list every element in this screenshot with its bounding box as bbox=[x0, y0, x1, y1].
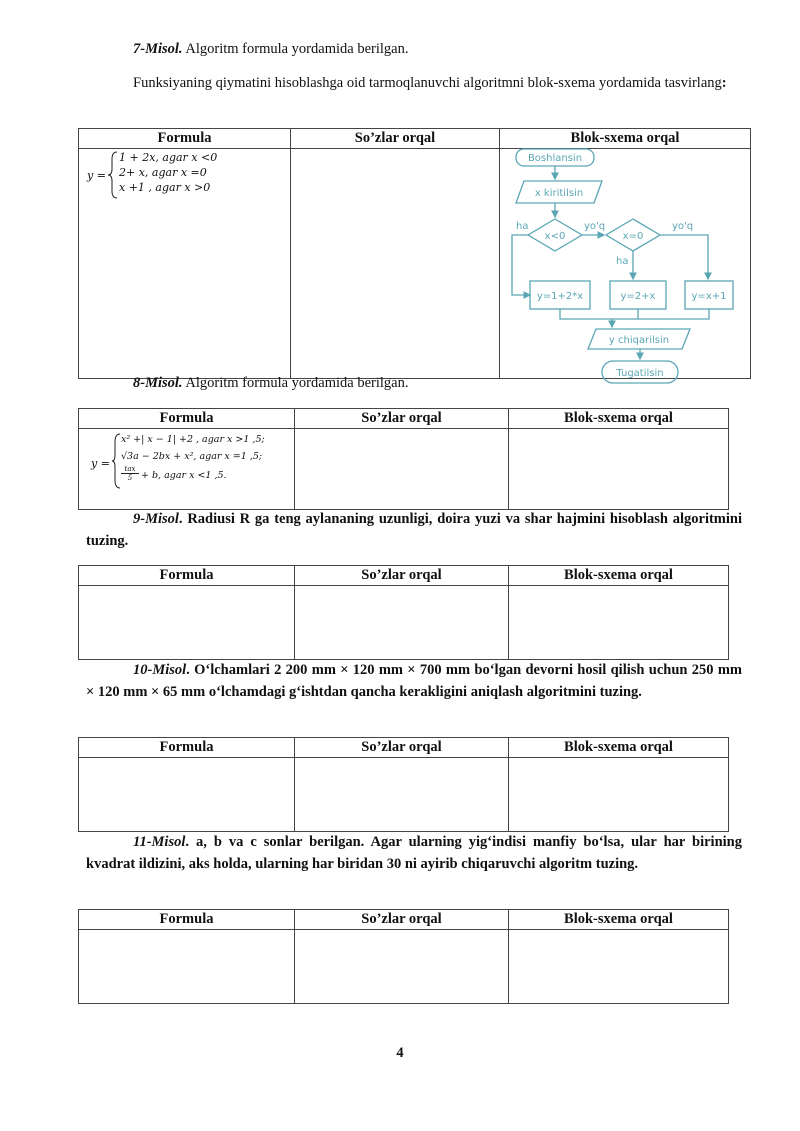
ex7-title: Algoritm formula yordamida berilgan. bbox=[182, 41, 409, 57]
ex11-number: 11-Misol bbox=[133, 834, 186, 850]
ex7-formula-line-1: 1 + 2x, agar x <0 bbox=[119, 151, 218, 164]
ex8-table bbox=[78, 408, 729, 510]
ex11-text bbox=[86, 831, 742, 875]
ex11-table bbox=[78, 909, 729, 1004]
ex7-col-flowchart: Blok-sxema orqal bbox=[500, 129, 751, 149]
ex7-words-cell bbox=[291, 149, 500, 379]
ex11-col-words: So’zlar orqal bbox=[295, 910, 509, 930]
ex7-number: 7-Misol. bbox=[133, 41, 183, 57]
ex8-number: 8-Misol. bbox=[133, 375, 183, 391]
ex9-body: . Radiusi R ga teng aylananing uzunligi, doira yuzi va shar hajmini hisoblash algoritmini tuzing. bbox=[86, 511, 742, 549]
ex10-col-flowchart: Blok-sxema orqal bbox=[509, 738, 729, 758]
ex8-frac-den: 5 bbox=[127, 474, 133, 482]
ex11-body: . a, b va c sonlar berilgan. Agar ularning yig‘indisi manfiy bo‘lsa, ular har birining kvadrat ildizini, aks holda, ularning har biridan 30 ni ayirib chiqaruvchi algoritm tuzing. bbox=[86, 834, 742, 872]
ex8-col-formula: Formula bbox=[79, 409, 295, 429]
ex10-table bbox=[78, 737, 729, 832]
ex10-number: 10-Misol bbox=[133, 662, 187, 678]
ex9-table bbox=[78, 565, 729, 660]
ex9-text bbox=[86, 508, 742, 552]
ex10-formula-cell bbox=[79, 758, 295, 832]
ex9-col-words: So’zlar orqal bbox=[295, 566, 509, 586]
flow-box1-label: y=1+2*x bbox=[536, 291, 584, 302]
ex7-task-colon: : bbox=[721, 75, 727, 91]
ex7-table bbox=[78, 128, 751, 379]
ex10-col-words: So’zlar orqal bbox=[295, 738, 509, 758]
ex11-formula-cell bbox=[79, 930, 295, 1004]
flow-box2-label: y=2+x bbox=[620, 291, 656, 302]
ex8-formula-lhs: y = bbox=[91, 457, 110, 470]
ex7-formula-line-2: 2+ x, agar x =0 bbox=[119, 166, 207, 179]
ex8-brace-icon bbox=[111, 433, 121, 489]
ex11-col-formula: Formula bbox=[79, 910, 295, 930]
flow-end-label: Tugatilsin bbox=[616, 368, 664, 379]
ex9-words-cell bbox=[295, 586, 509, 660]
ex7-flowchart bbox=[500, 149, 750, 379]
ex8-col-flowchart: Blok-sxema orqal bbox=[509, 409, 729, 429]
ex11-words-cell bbox=[295, 930, 509, 1004]
ex8-formula-cell bbox=[79, 429, 295, 510]
ex9-col-flowchart: Blok-sxema orqal bbox=[509, 566, 729, 586]
ex9-formula-cell bbox=[79, 586, 295, 660]
ex7-brace-icon bbox=[107, 151, 119, 199]
ex8-words-cell bbox=[295, 429, 509, 510]
ex8-formula-line-1: x² +| x − 1| +2 , agar x >1 ,5; bbox=[121, 434, 265, 445]
ex9-col-formula: Formula bbox=[79, 566, 295, 586]
ex7-col-formula: Formula bbox=[79, 129, 291, 149]
ex11-col-flowchart: Blok-sxema orqal bbox=[509, 910, 729, 930]
flow-start-label: Boshlansin bbox=[527, 153, 583, 164]
flow-yes1-label: ha bbox=[516, 221, 529, 232]
ex10-text bbox=[86, 659, 742, 703]
ex8-formula-line-2: √3a − 2bx + x², agar x =1 ,5; bbox=[121, 451, 263, 462]
ex11-flowchart-cell bbox=[509, 930, 729, 1004]
ex7-heading bbox=[133, 38, 733, 60]
ex7-col-words: So’zlar orqal bbox=[291, 129, 500, 149]
ex8-heading bbox=[133, 372, 733, 394]
flow-input-label: x kiritilsin bbox=[534, 188, 584, 199]
ex7-task bbox=[86, 72, 742, 94]
ex8-formula-fraction bbox=[121, 465, 139, 482]
ex8-col-words: So’zlar orqal bbox=[295, 409, 509, 429]
flow-output-label: y chiqarilsin bbox=[608, 335, 670, 346]
flow-no1-label: yo'q bbox=[584, 221, 606, 232]
flow-yes2-label: ha bbox=[616, 256, 629, 267]
flow-cond2-label: x=0 bbox=[622, 231, 644, 242]
ex10-col-formula: Formula bbox=[79, 738, 295, 758]
page-number: 4 bbox=[396, 1045, 404, 1061]
ex7-formula-cell bbox=[79, 149, 291, 379]
ex8-flowchart-cell bbox=[509, 429, 729, 510]
ex9-number: 9-Misol bbox=[133, 511, 179, 527]
ex8-frac-num: tax bbox=[121, 465, 139, 474]
ex10-flowchart-cell bbox=[509, 758, 729, 832]
flow-box3-label: y=x+1 bbox=[691, 291, 727, 302]
ex10-body: . O‘lchamlari 2 200 mm × 120 mm × 700 mm bo‘lgan devorni hosil qilish uchun 250 mm × 120 mm × 65 mm o‘lchamdagi g‘ishtdan qancha kerakligini aniqlash algoritmini tuzing. bbox=[86, 662, 742, 700]
ex8-formula-line-3: + b, agar x <1 ,5. bbox=[141, 470, 227, 481]
flow-cond1-label: x<0 bbox=[544, 231, 566, 242]
ex9-flowchart-cell bbox=[509, 586, 729, 660]
ex8-title: Algoritm formula yordamida berilgan. bbox=[182, 375, 409, 391]
ex7-formula-lhs: y = bbox=[87, 169, 106, 182]
ex10-words-cell bbox=[295, 758, 509, 832]
ex7-task-text: Funksiyaning qiymatini hisoblashga oid tarmoqlanuvchi algoritmni blok-sxema yordamida tasvirlang bbox=[133, 75, 722, 91]
ex7-formula-line-3: x +1 , agar x >0 bbox=[119, 181, 211, 194]
flow-no2-label: yo'q bbox=[672, 221, 694, 232]
ex7-flowchart-cell bbox=[500, 149, 751, 379]
